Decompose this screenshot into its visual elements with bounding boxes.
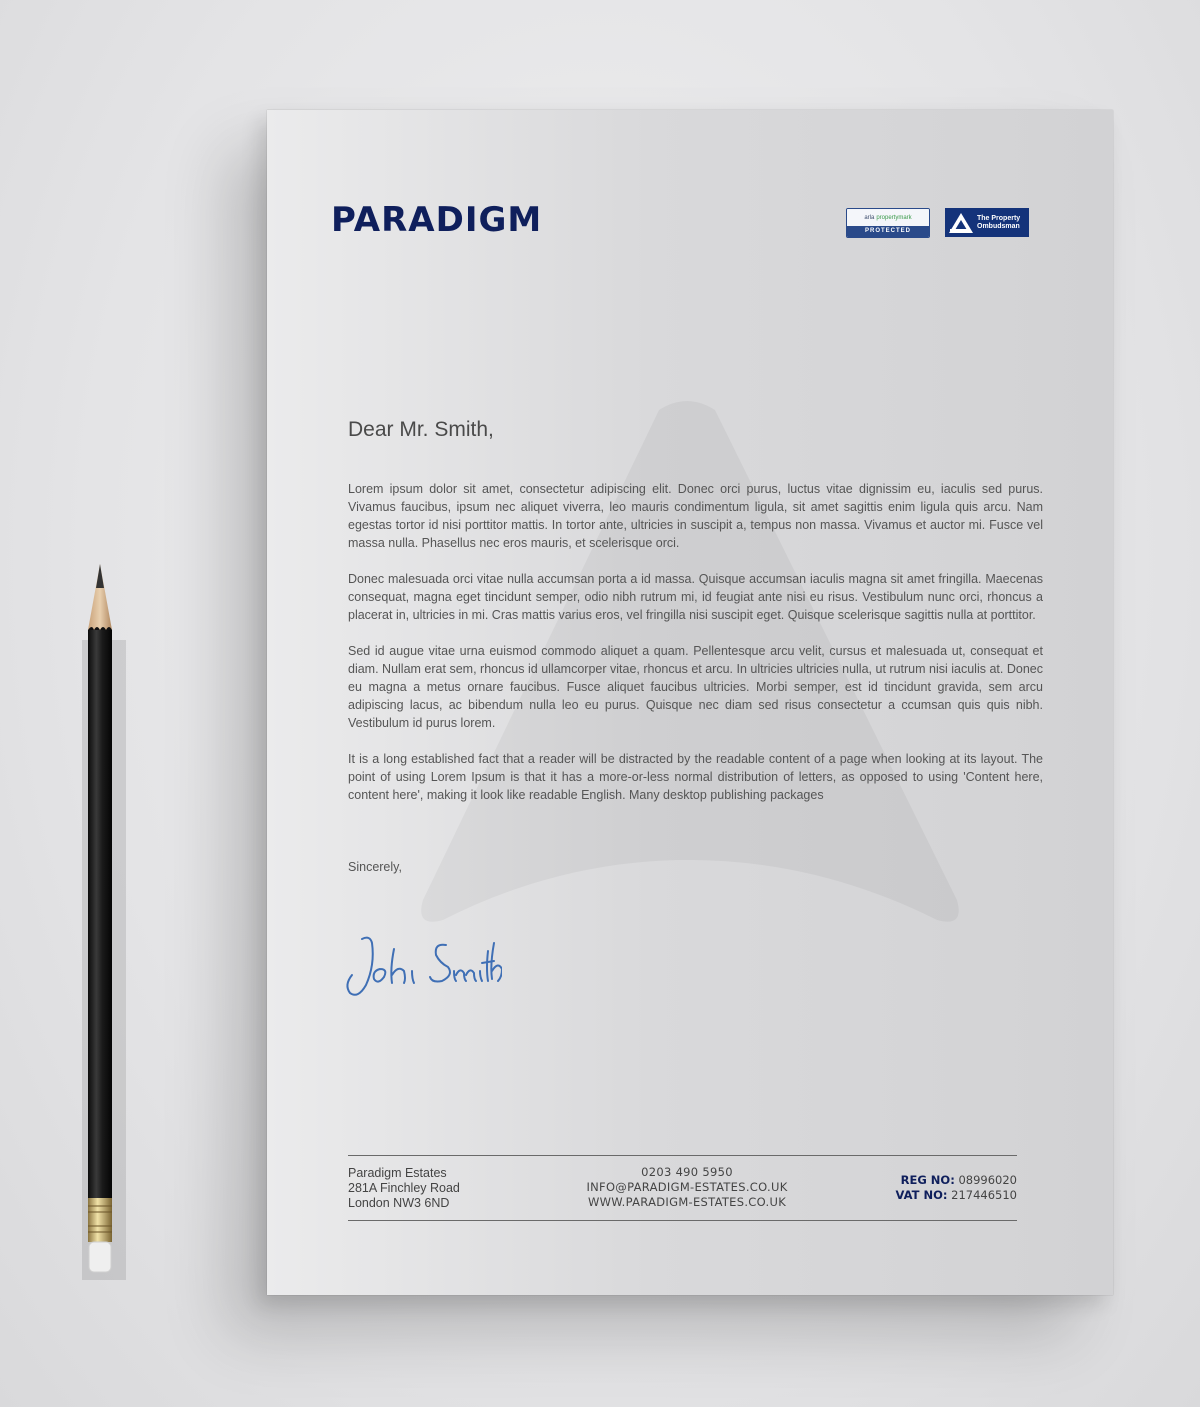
- footer-registration: [867, 1173, 1017, 1203]
- arla-propertymark-badge: [846, 208, 930, 238]
- reg-label: REG NO:: [900, 1173, 955, 1187]
- footer-divider-top: [348, 1155, 1017, 1156]
- ombudsman-roof-icon: [948, 212, 974, 234]
- letterhead-paper: [267, 110, 1113, 1295]
- footer-address: [348, 1166, 460, 1211]
- ombudsman-line1: The Property: [977, 214, 1021, 222]
- handwritten-signature: [342, 925, 502, 1005]
- address-line2: London NW3 6ND: [348, 1196, 450, 1210]
- website-address: WWW.PARADIGM-ESTATES.CO.UK: [587, 1195, 787, 1209]
- vat-number-row: [867, 1188, 1017, 1203]
- vat-value: 217446510: [951, 1188, 1017, 1202]
- reg-value: 08996020: [958, 1173, 1017, 1187]
- body-paragraph: Donec malesuada orci vitae nulla accumsan porta a id massa. Quisque accumsan iaculis magna sit amet fringilla. Maecenas consequat, magna eget tincidunt semper, odio nibh rutrum mi, id feugiat ante nisi eu risus. Vestibulum nunc orci, rhoncus a placerat in, ultricies in mi. Cras mattis varius eros, vel fringilla nisi suscipit eget. Quisque scelerisque sagittis nulla at porttitor.: [348, 572, 1043, 622]
- pencil-image: [78, 560, 128, 1280]
- address-line1: 281A Finchley Road: [348, 1181, 460, 1195]
- body-paragraph: Lorem ipsum dolor sit amet, consectetur adipiscing elit. Donec orci purus, luctus vitae dignissim eu, iaculis sed purus. Vivamus faucibus, ipsum nec aliquet viverra, leo mauris condimentum ligula, sit amet sagittis enim ligula quis arcu. Nam egestas tortor id nisi porttitor mattis. In tortor ante, ultricies in suscipit a, tempus non massa. Vivamus et auctor mi. Fusce vel massa nulla. Phasellus nec eros mauris, et scelerisque orci.: [348, 482, 1043, 550]
- letter-closing: Sincerely,: [348, 860, 402, 874]
- letter-body: [348, 480, 1043, 822]
- letter-greeting: Dear Mr. Smith,: [348, 418, 494, 441]
- body-paragraph: Sed id augue vitae urna euismod commodo aliquet a quam. Pellentesque arcu velit, cursus et malesuada ut, consequat et diam. Nullam erat sem, rhoncus id ullamcorper vitae, rhoncus et arcu. In ultricies ultricies nulla, ut rutrum nisi iaculis at. Donec eu magna a metus ornare faucibus. Fusce aliquet faucibus ultricies. Morbi semper, est id tincidunt gravida, sem arcu adipiscing lacus, ac bibendum nulla leo eu purus. Quisque nec diam sed risus consectetur a ccumsan quis quis nibh. Vestibulum id purus lorem.: [348, 644, 1043, 730]
- property-ombudsman-badge: [945, 208, 1029, 237]
- paradigm-logo: PARADIGM: [331, 200, 543, 240]
- ombudsman-line2: Ombudsman: [977, 222, 1020, 230]
- vat-label: VAT NO:: [895, 1188, 948, 1202]
- reg-number-row: [867, 1173, 1017, 1188]
- body-paragraph: It is a long established fact that a reader will be distracted by the readable content of a page when looking at its layout. The point of using Lorem Ipsum is that it has a more-or-less normal distribution of letters, as opposed to using 'Content here, content here', making it look like readable English. Many desktop publishing packages: [348, 752, 1043, 802]
- company-name: Paradigm Estates: [348, 1166, 447, 1180]
- footer-contact: [567, 1165, 807, 1210]
- footer-divider-bottom: [348, 1220, 1017, 1221]
- propertymark-label: propertymark: [876, 214, 912, 221]
- arla-label: arla: [864, 214, 875, 221]
- email-address: INFO@PARADIGM-ESTATES.CO.UK: [586, 1180, 788, 1194]
- protected-label: PROTECTED: [847, 226, 929, 237]
- phone-number: 0203 490 5950: [641, 1165, 733, 1179]
